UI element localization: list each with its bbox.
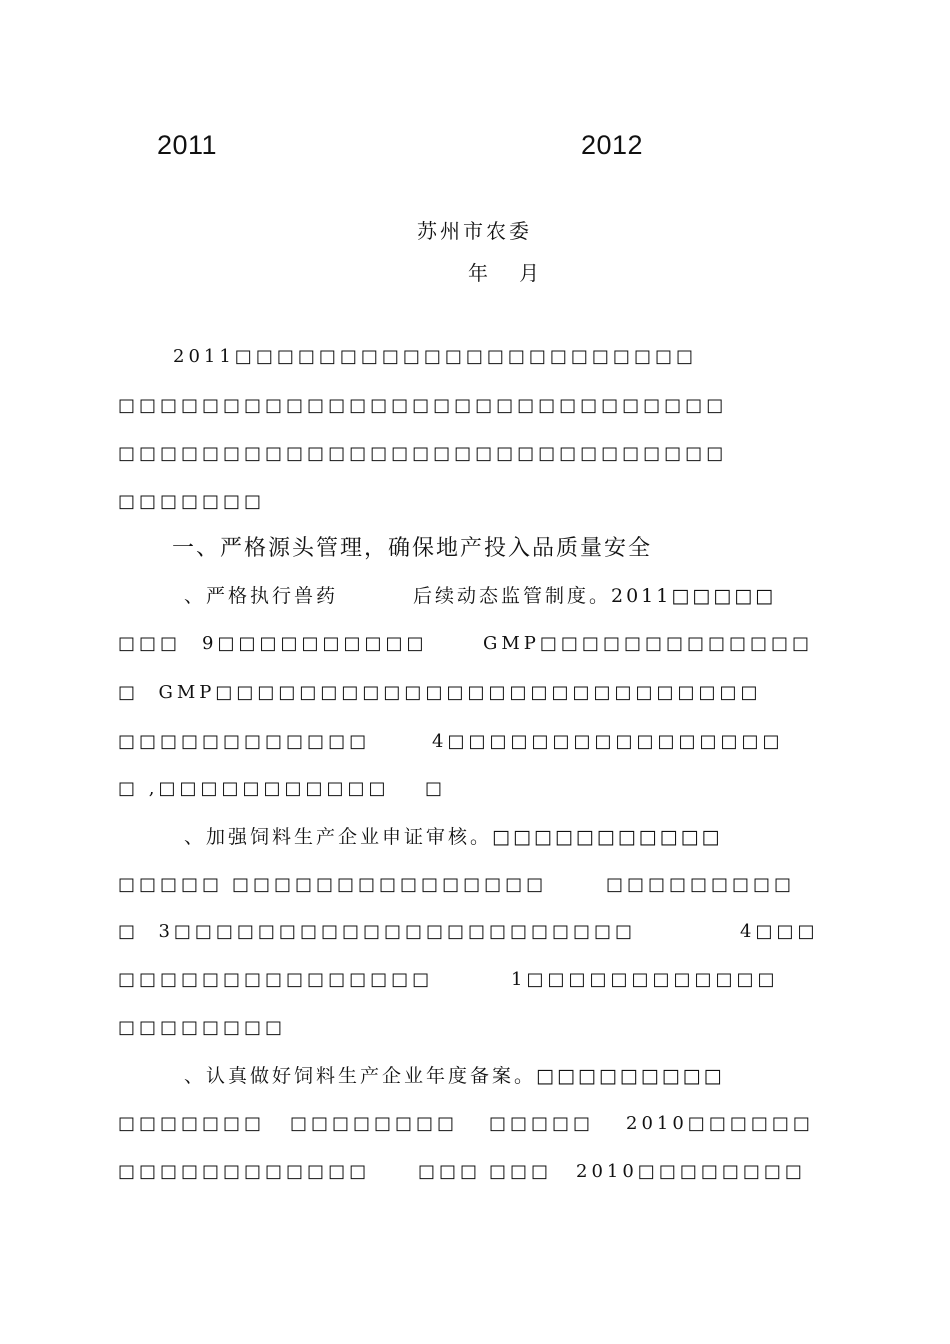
item1-line1-a: □□□: [118, 633, 182, 654]
intro-line-2: □□□□□□□□□□□□□□□□□□□□□□□□□□□□□: [118, 395, 728, 416]
item3-line2-a: □□□□□□□□□□□□: [118, 1161, 371, 1182]
item3-line2-b: □□□: [418, 1161, 482, 1182]
item1-title-a: 、严格执行兽药: [184, 585, 339, 607]
intro-line-1: 2011□□□□□□□□□□□□□□□□□□□□□□: [173, 346, 697, 367]
item2-line1-a: □□□□□: [118, 874, 224, 895]
item3-title: 、认真做好饲料生产企业年度备案。□□□□□□□□□: [184, 1065, 725, 1087]
item1-line2: □ GMP□□□□□□□□□□□□□□□□□□□□□□□□□□: [118, 682, 762, 703]
item1-line1-c: GMP□□□□□□□□□□□□□: [483, 633, 814, 654]
item1-line4-a: □ ,□□□□□□□□□□□: [118, 778, 390, 799]
item2-line1-c: □□□□□□□□□: [606, 874, 796, 895]
item1-line3-a: □□□□□□□□□□□□: [118, 731, 371, 752]
item3-line1-a: □□□□□□□: [118, 1113, 266, 1134]
item2-title: 、加强饲料生产企业申证审核。□□□□□□□□□□□: [184, 826, 723, 848]
item2-line1-b: □□□□□□□□□□□□□□□: [232, 874, 548, 895]
item2-line4: □□□□□□□□: [118, 1017, 287, 1038]
item3-line2-c: □□□: [489, 1161, 553, 1182]
year-right: 2012: [581, 130, 644, 160]
item1-line3-b: 4□□□□□□□□□□□□□□□□: [432, 731, 784, 752]
item2-line2-b: 4□□□: [740, 921, 819, 942]
item1-title-b: 后续动态监管制度。2011□□□□□: [413, 585, 777, 607]
author-date: 年 月: [468, 261, 543, 285]
section-heading: 一、严格源头管理，确保地产投入品质量安全: [172, 536, 653, 561]
author-org: 苏州市农委: [417, 219, 532, 243]
item3-line1-d: 2010□□□□□□: [626, 1113, 814, 1134]
item3-line1-b: □□□□□□□□: [290, 1113, 459, 1134]
item2-line3-b: 1□□□□□□□□□□□□: [511, 969, 779, 990]
item3-line1-c: □□□□□: [489, 1113, 595, 1134]
item1-line4-b: □: [425, 778, 447, 799]
intro-line-4: □□□□□□□: [118, 491, 266, 512]
year-left: 2011: [157, 130, 218, 160]
item3-line2-d: 2010□□□□□□□□: [576, 1161, 806, 1182]
item1-line1-b: 9□□□□□□□□□□: [202, 633, 428, 654]
item2-line3-a: □□□□□□□□□□□□□□□: [118, 969, 434, 990]
item2-line2-a: □ 3□□□□□□□□□□□□□□□□□□□□□□: [118, 921, 637, 942]
intro-line-3: □□□□□□□□□□□□□□□□□□□□□□□□□□□□□: [118, 443, 728, 464]
